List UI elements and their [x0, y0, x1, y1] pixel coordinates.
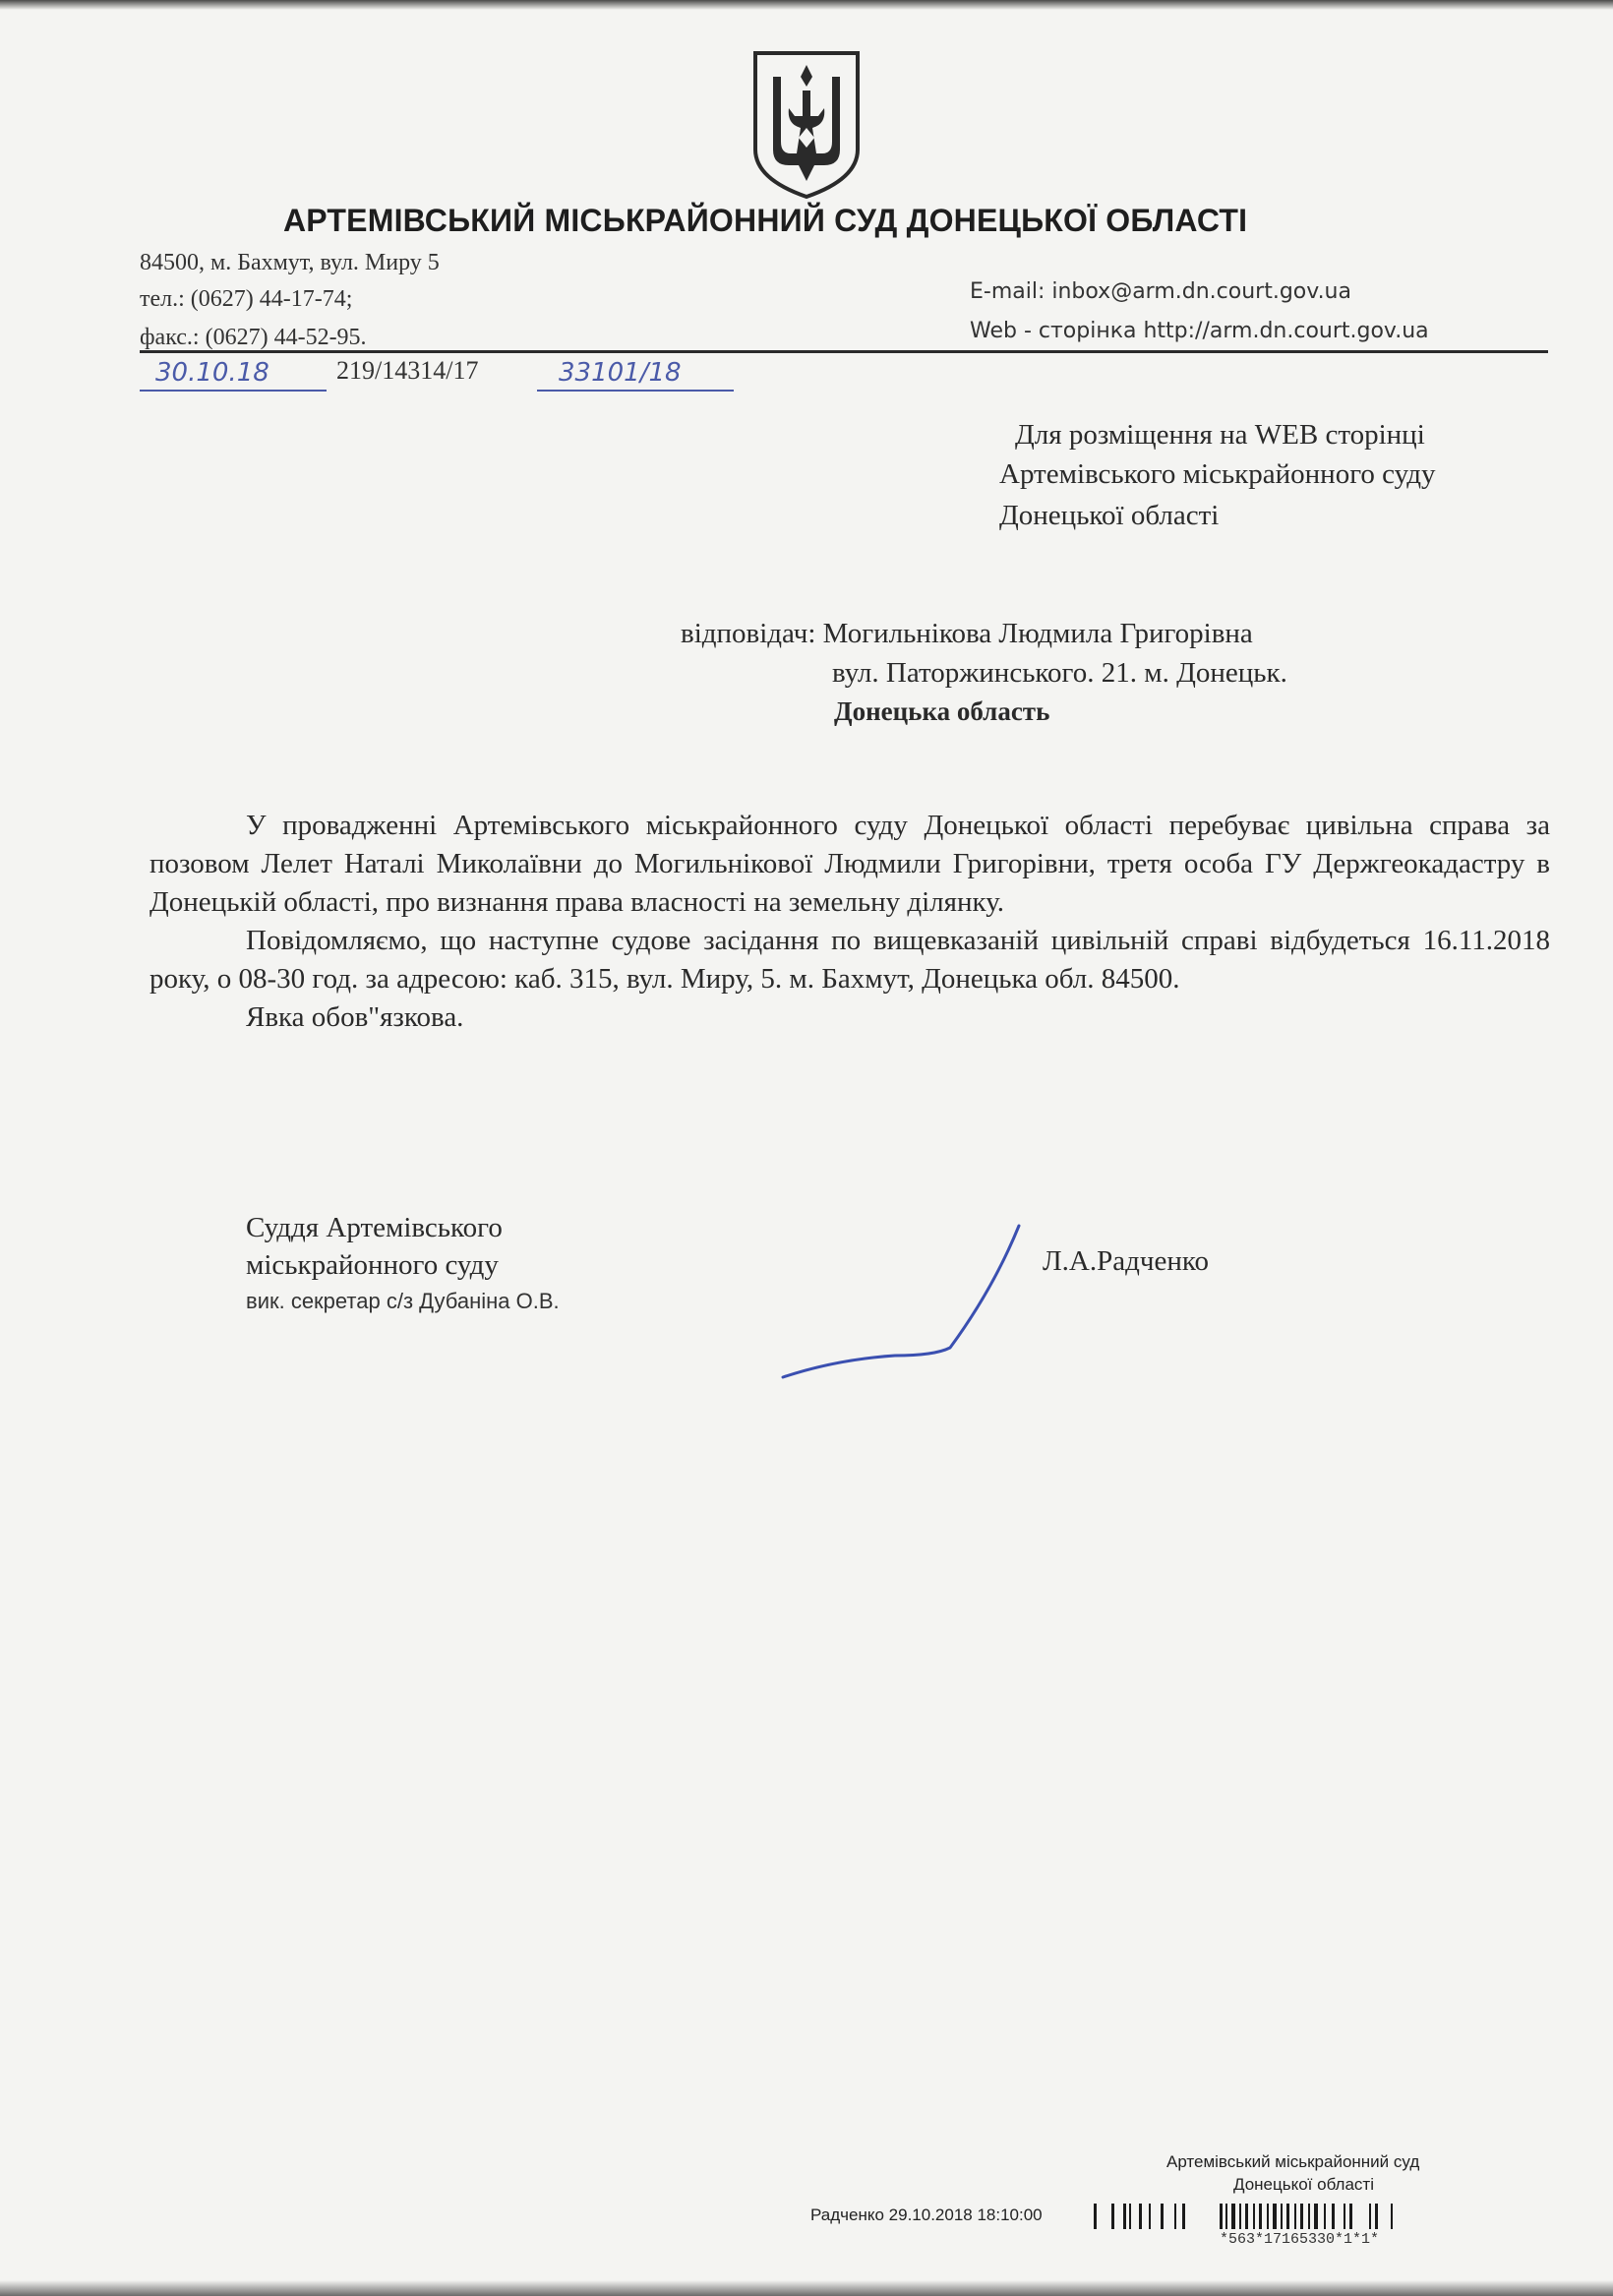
destination-line-2: Артемівського міськрайонного суду — [999, 458, 1436, 490]
footer-stamp: Радченко 29.10.2018 18:10:00 — [810, 2205, 1043, 2224]
scan-edge-top — [0, 0, 1613, 10]
body-paragraph-3: Явка обов"язкова. — [246, 1001, 464, 1033]
respondent-region: Донецька область — [834, 696, 1050, 726]
footer-court-line-2: Донецької області — [1233, 2175, 1374, 2194]
outgoing-number-handwritten: 33101/18 — [559, 358, 682, 388]
secretary-line: вик. секретар с/з Дубаніна О.В. — [246, 1289, 560, 1313]
judge-title-line-1: Суддя Артемівського — [246, 1212, 503, 1243]
court-email: E-mail: inbox@arm.dn.court.gov.ua — [970, 279, 1351, 304]
destination-line-3: Донецької області — [999, 500, 1220, 531]
scan-edge-bottom — [0, 2280, 1613, 2296]
body-paragraph-1: У провадженні Артемівського міськрайонного суду Донецької області перебуває цивільна справа за позовом Лелет Наталі Миколаївни до Могильнікової Людмили Григорівни, третя особа ГУ Держгеокадастру в Донецькій області, про визнання права власності на земельну ділянку. — [149, 810, 1550, 918]
court-name: АРТЕМІВСЬКИЙ МІСЬКРАЙОННИЙ СУД ДОНЕЦЬКОЇ ОБЛАСТІ — [283, 203, 1248, 238]
body-paragraph-2: Повідомляємо, що наступне судове засідання по вищевказаній цивільній справі відбудеться 16.11.2018 року, о 08-30 год. за адресою: каб. 315, вул. Миру, 5. м. Бахмут, Донецька обл. 84500. — [149, 925, 1550, 995]
court-phone: тел.: (0627) 44-17-74; — [140, 286, 353, 312]
court-address: 84500, м. Бахмут, вул. Миру 5 — [140, 250, 440, 275]
destination-line-1: Для розміщення на WEB сторінці — [1015, 419, 1425, 451]
ukraine-trident-emblem-icon — [749, 47, 864, 201]
letter-body — [149, 807, 1550, 1037]
outgoing-underline — [537, 390, 734, 392]
judge-name: Л.А.Радченко — [1043, 1245, 1209, 1277]
judge-title-line-2: міськрайонного суду — [246, 1249, 499, 1281]
date-underline — [140, 390, 327, 392]
header-divider — [140, 350, 1548, 353]
footer-court-line-1: Артемівський міськрайонний суд — [1166, 2152, 1420, 2171]
handwritten-signature — [777, 1220, 1033, 1387]
court-website: Web - сторінка http://arm.dn.court.gov.ua — [970, 319, 1429, 343]
respondent-name: відповідач: Могильнікова Людмила Григорівна — [681, 618, 1253, 649]
registration-date-handwritten: 30.10.18 — [155, 358, 269, 388]
case-number: 219/14314/17 — [336, 356, 479, 385]
barcode-number: *563*17165330*1*1* — [1220, 2231, 1380, 2248]
respondent-street: вул. Паторжинського. 21. м. Донецьк. — [832, 657, 1287, 689]
court-fax: факс.: (0627) 44-52-95. — [140, 325, 367, 350]
